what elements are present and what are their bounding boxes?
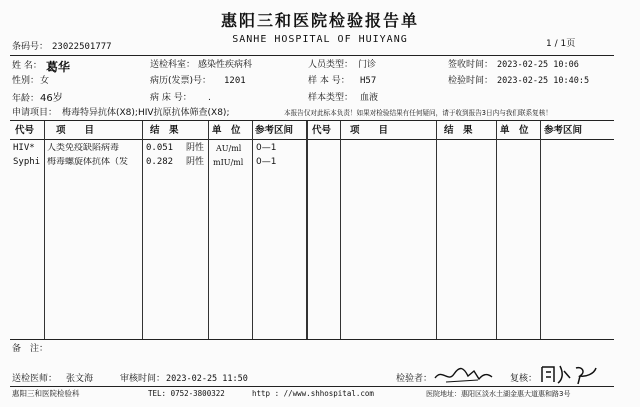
tester-signature xyxy=(432,364,494,386)
sender-doctor-value: 张文海 xyxy=(66,374,94,384)
received-time-value: 2023-02-25 10:06 xyxy=(497,60,579,70)
header-item: 项 目 xyxy=(350,125,389,136)
sample-no-label: 样 本 号： xyxy=(308,76,350,86)
reviewer-signature xyxy=(538,362,598,386)
barcode-value: 23022501777 xyxy=(52,42,112,52)
sample-type-label: 样本类型： xyxy=(308,93,354,103)
dept-value: 感染性疾病科 xyxy=(198,60,253,70)
row-code: HIV* xyxy=(13,143,35,153)
dept-label: 送检科室： xyxy=(150,60,196,70)
name-label: 姓 名： xyxy=(12,61,42,71)
row-ref: 0—1 xyxy=(256,143,277,153)
request-items: 梅毒特异抗体(X8);HIV抗原抗体筛查(X8); xyxy=(62,108,230,118)
review-time-label: 审核时间： xyxy=(120,374,166,384)
tester-label: 检验者： xyxy=(396,374,433,384)
footer-tel: TEL: 0752-3800322 xyxy=(148,389,225,398)
remarks-label: 备 注： xyxy=(12,344,49,354)
person-type-value: 门诊 xyxy=(358,60,377,70)
header-ref: 参考区间 xyxy=(544,125,583,136)
barcode-label: 条码号： xyxy=(12,42,49,52)
age-value: 46岁 xyxy=(40,93,63,104)
reviewer-label: 复核： xyxy=(510,374,538,384)
received-time-label: 签收时间： xyxy=(448,60,494,70)
sender-doctor-label: 送检医师： xyxy=(12,374,58,384)
header-code: 代号 xyxy=(312,125,332,136)
row-code: Syphi xyxy=(13,157,41,167)
footer-website: http : //www.shhospital.com xyxy=(252,389,374,398)
report-title: 惠阳三和医院检验报告单 xyxy=(220,11,419,30)
sample-no-value: H57 xyxy=(360,76,377,86)
record-label: 病历(发票)号： xyxy=(150,76,212,86)
row-item: 人类免疫缺陷病毒 xyxy=(47,143,120,153)
gender-value: 女 xyxy=(40,76,50,86)
bed-value: . xyxy=(208,93,211,103)
header-item: 项 目 xyxy=(56,125,95,136)
header-unit: 单 位 xyxy=(500,125,529,136)
disclaimer-text: 本报告仅对此标本负责！如果对检验结果有任何疑问，请于收到报告3日内与我们联系复核！ xyxy=(284,109,552,117)
age-label: 年龄： xyxy=(12,94,40,104)
record-value: 1201 xyxy=(224,76,246,86)
header-result: 结 果 xyxy=(444,125,473,136)
row-flag: 阴性 xyxy=(186,157,205,167)
test-time-label: 检验时间： xyxy=(448,76,494,86)
row-item: 梅毒螺旋体抗体（发 xyxy=(47,157,129,167)
header-ref: 参考区间 xyxy=(255,125,294,136)
patient-name: 葛华 xyxy=(46,60,71,74)
report-subtitle: SANHE HOSPITAL OF HUIYANG xyxy=(232,34,408,45)
sample-type-value: 血液 xyxy=(360,93,379,103)
footer-divider xyxy=(10,386,614,387)
header-unit: 单 位 xyxy=(212,125,241,136)
row-unit: AU/ml xyxy=(216,144,242,153)
request-label: 申请项目： xyxy=(12,108,58,118)
row-value: 0.051 xyxy=(146,143,174,153)
test-time-value: 2023-02-25 10:40:5 xyxy=(497,76,590,86)
person-type-label: 人员类型： xyxy=(308,60,354,70)
gender-label: 性别： xyxy=(12,76,40,86)
row-ref: 0—1 xyxy=(256,157,277,167)
review-time-value: 2023-02-25 11:50 xyxy=(166,374,248,384)
header-result: 结 果 xyxy=(150,125,179,136)
row-unit: mIU/ml xyxy=(213,158,244,167)
header-divider xyxy=(10,55,614,56)
footer-dept: 惠阳三和医院检验科 xyxy=(12,389,80,398)
row-value: 0.282 xyxy=(146,157,174,167)
page-number: 1 / 1页 xyxy=(546,39,576,49)
row-flag: 阴性 xyxy=(186,143,205,153)
footer-address: 医院地址：惠阳区淡水土湖金惠大道惠和路3号 xyxy=(426,390,571,398)
header-code: 代号 xyxy=(15,125,35,136)
bed-label: 病 床 号： xyxy=(150,93,192,103)
